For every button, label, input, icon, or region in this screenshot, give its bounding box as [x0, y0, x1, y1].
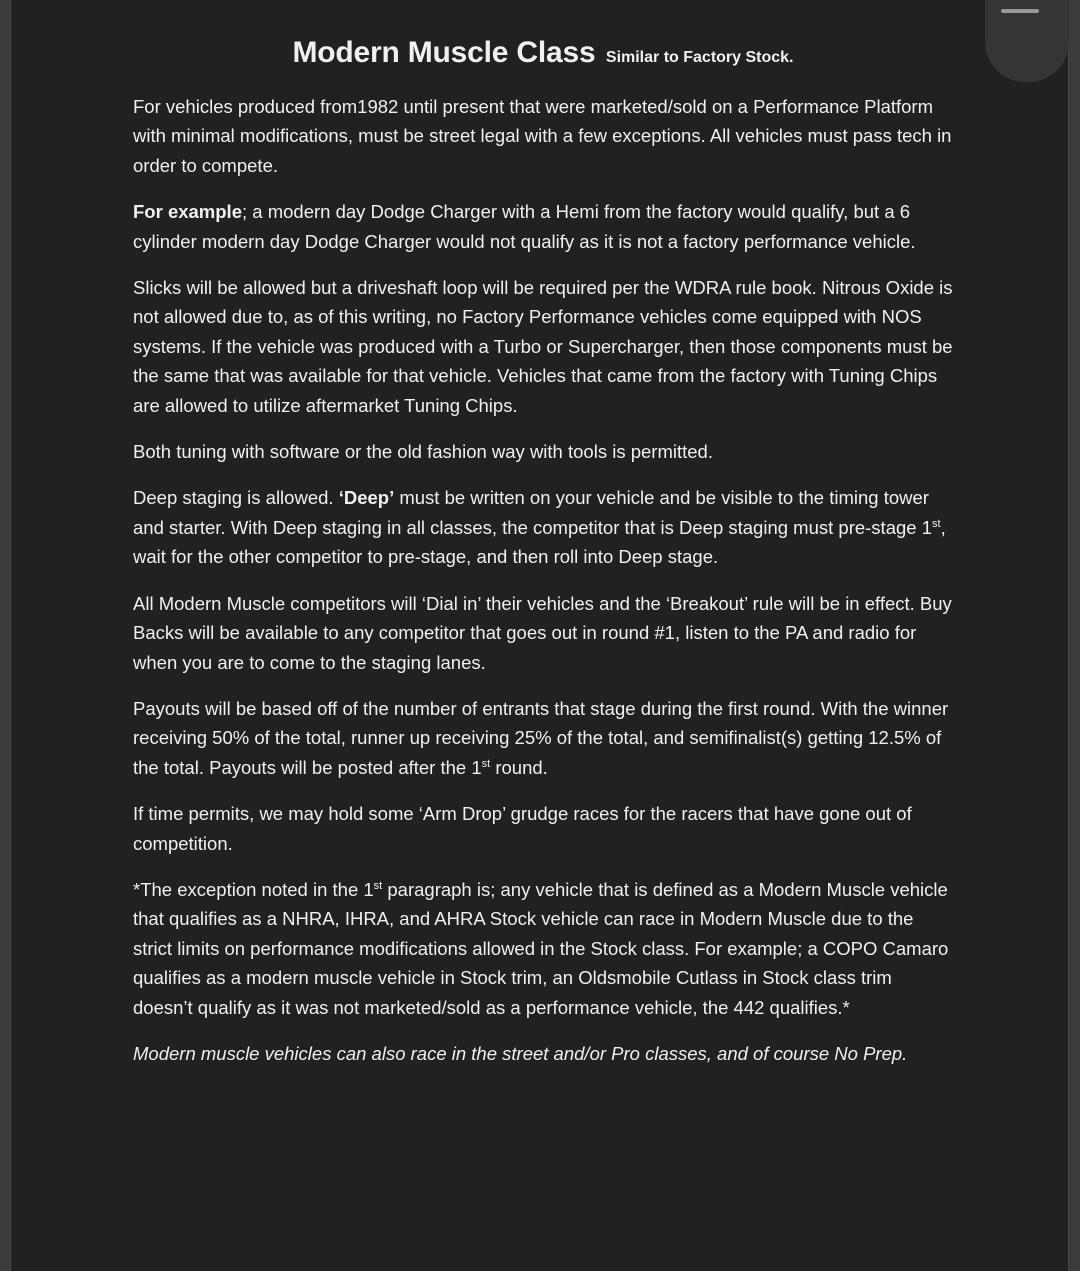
exception-text-b: paragraph is; any vehicle that is defined as a Modern Muscle vehicle that qualifies as a NHRA, IHRA, and AHRA Stock vehicle can race in Modern Muscle due to the strict limits on performance modifications allowed in the Stock class. For example; a COPO Camaro qualifies as a modern muscle vehicle in Stock trim, an Oldsmobile Cutlass in Stock class trim doesn’t qualify as it was not marketed/sold as a performance vehicle, the 442 qualifies.* [133, 878, 949, 1018]
deep-label: ‘Deep’ [338, 487, 395, 509]
paragraph-exception [133, 875, 953, 1022]
paragraph-closing-note: Modern muscle vehicles can also race in the street and/or Pro classes, and of course No Prep. [133, 1042, 908, 1064]
paragraph-dial-in: All Modern Muscle competitors will ‘Dial in’ their vehicles and the ‘Breakout’ rule will be in effect. Buy Backs will be available to any competitor that goes out in round #1, listen to the PA and radio for when you are to come to the staging lanes. [133, 592, 952, 673]
example-text: ; a modern day Dodge Charger with a Hemi from the factory would qualify, but a 6 cylinder modern day Dodge Charger would not qualify as it is not a factory performance vehicle. [133, 201, 916, 252]
example-label: For example [133, 201, 242, 223]
paragraph-arm-drop: If time permits, we may hold some ‘Arm Drop’ grudge races for the racers that have gone out of competition. [133, 803, 912, 854]
paragraph-example [133, 197, 953, 256]
page-subtitle: Similar to Factory Stock. [605, 49, 794, 66]
deep-text-c: , wait for the other competitor to pre-stage, and then roll into Deep stage. [133, 516, 946, 568]
deep-text-b: must be written on your vehicle and be visible to the timing tower and starter. With Deep staging in all classes, the competitor that is Deep staging must pre-stage 1 [133, 487, 932, 538]
ordinal-sup: st [481, 757, 491, 770]
grip-icon [1001, 9, 1039, 13]
deep-text-a: Deep staging is allowed. [133, 487, 339, 509]
paragraph-payouts [133, 694, 953, 782]
paragraph-eligibility: For vehicles produced from1982 until present that were marketed/sold on a Performance Platform with minimal modifications, must be street legal with a few exceptions. All vehicles must pass tech in order to compete. [133, 96, 952, 176]
ordinal-sup: st [932, 517, 941, 530]
paragraph-slicks: Slicks will be allowed but a driveshaft loop will be required per the WDRA rule book. Nitrous Oxide is not allowed due to, as of this writing, no Factory Performance vehicles come equipped with NOS systems. If the vehicle was produced with a Turbo or Supercharger, then those components must be the same that was available for that vehicle. Vehicles that came from the factory with Tuning Chips are allowed to utilize aftermarket Tuning Chips. [133, 277, 953, 416]
payouts-text-b: round. [490, 756, 548, 778]
exception-text-a: *The exception noted in the 1 [133, 878, 374, 900]
scroll-handle[interactable] [985, 0, 1069, 82]
paragraph-deep-staging [133, 483, 953, 571]
title-row [133, 36, 953, 70]
payouts-text-a: Payouts will be based off of the number of entrants that stage during the first round. With the winner receiving 50% of the total, runner up receiving 25% of the total, and semifinalist(s) getting 12.5% of the total. Payouts will be posted after the 1 [133, 697, 949, 778]
page-title: Modern Muscle Class [292, 36, 596, 69]
document-content [133, 36, 953, 1085]
left-edge [0, 0, 11, 1271]
ordinal-sup: st [373, 879, 383, 892]
paragraph-tuning: Both tuning with software or the old fashion way with tools is permitted. [133, 441, 713, 463]
right-edge [1068, 0, 1080, 1271]
